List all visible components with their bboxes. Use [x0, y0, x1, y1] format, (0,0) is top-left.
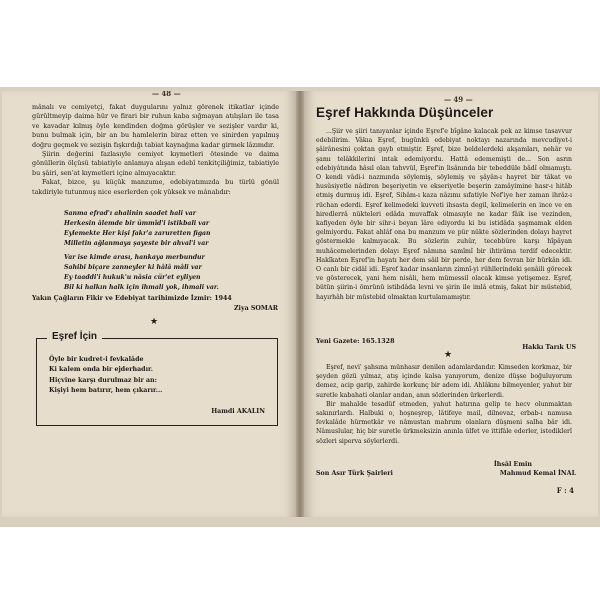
left-intro-text: [32, 103, 279, 197]
poem-line: Herkesin âlemde bir ümmîd'i istikbali var: [64, 220, 210, 227]
right-second-text: [316, 363, 572, 446]
right-main-text: [316, 127, 572, 302]
poem-line: Sahibi biçare zanneyler ki hâlâ mâli var: [64, 264, 202, 271]
left-paragraph-3: Fakat, bizce, şu küçük manzume, edebiyatımızda bu türlü gönül takdiriyle tutunmuş nice eserlerden çok yüksek ve mânalıdır:: [32, 178, 279, 196]
poem-line: Milletin ağlanmaya şayeste bir ahval'i var: [64, 240, 209, 247]
poem-line: Bil ki halkın halk için ihmali yok, ihmali var.: [64, 284, 219, 291]
right-page-number: — 49 —: [444, 95, 473, 104]
box-poem: [49, 355, 162, 397]
poem-line: Var ise kimde arası, hankaya merbundur: [64, 254, 205, 261]
left-author: Ziya SOMAR: [233, 305, 278, 312]
signature-mark: F : 4: [556, 486, 574, 495]
left-page-number: — 48 —: [152, 91, 181, 98]
right-author-2a: İhsâl Emin: [493, 461, 532, 468]
right-author-1: Hakkı Tarık US: [522, 344, 576, 351]
poem-line: Sanma efrad'ı ahalinin saadet hali var: [64, 210, 197, 217]
article-title: Eşref Hakkında Düşünceler: [316, 105, 494, 120]
box-author: Hamdi AKALIN: [211, 408, 265, 415]
left-page: [2, 91, 296, 517]
right-source-1: Yeni Gazete: 165.1328: [316, 338, 395, 345]
star-divider: ★: [444, 350, 453, 360]
left-source: Yakın Çağların Fikir ve Edebiyat tarihimizde İzmir: 1944: [32, 295, 232, 302]
left-poem: [64, 209, 219, 293]
star-divider: ★: [150, 317, 159, 327]
poem-line: Eylemekte Her kişi fakr'a zaruretten figan: [64, 230, 211, 237]
right-paragraph-3: Bir mahalde tesadüf etmeden, yahut hatırına gelip te hecv olunmaktan sakınırlardı. Halbuki o, hoşneşrep, lâtifeye mail, dilnevaz, erbab-ı namusa fevkalâde hürmetkâr ve nâmustan mahrum olanlara düşmeni salha bâr idi. Nâmuslular, hiç bir suretle ürkmeksizin anınla ülfet ve ittifâle ederler, istediklerî sözleri siperva söylerlerdi.: [316, 400, 572, 445]
left-paragraph-2: Şiirin değerini fazlasıyle cemiyet kıymetleri ötesinde ve daima gönüllerin ölçüsü tabiatiyle anlamıya alışan edebî tenkitçiliğimiz, tabiatiyle bu şâiri, sen'at kıymetleri içine almıyacaktır.: [32, 150, 279, 177]
right-paragraph-1: ...Şiir ve şiiri tanıyanlar içinde Eşref'e bîgâne kalacak pek az kimse tasavvur edebilirim. Vâkıa Eşref, bugünkü edebiyat noktayı nazarında mevcudiyet-i şâirânesini çoktan gayb etmiştir. Eşref, bize beldelerdeki akşamları, nehâr ve şamı telâkkilerini intak edemiyordu. Hattâ edememişti de... Son asrın edebiyâtında hâsıl olan tahvvül, Eşref'in lisânında bir tebeddüle bâdî olmamıştı. O kendi vâdi-i nazmında söylemiş, söylemiş ve şâyân-ı hayret bir tâkat ve husûsiyetle nâdiren beşeriyetin ve ekseriyetle beşerin zamâyimine hasr-ı hitâb etmiş durmuş idi. Eşref, Sihâm-ı kaza nâzımı sıfatiyle Nef'iye her zaman ihrâz-ı rüchan ederdi. Eşref kelimedeki kuvveti ihsasta degil, kelimelerin en ince ve en hiredlerrâ nükteleri edâda muvaffak olmasıyle ne kadar fâik ise vezinden, kafiyeden öyle bir sihr-i beyan îâre ediyordu ki bu istidâda şaşmamak elden gelmiyordu. Fakat ahlâf ona bu manzum ve pür nükte sözlerinden dolayı hayret göstermekle kalmıyacak. Bu sözlerin zuhûr, tecebbüre karşı hîpâyan muhâcemelerinden dolayı Eşref nâmına samîmî bir ihtirâma terdif edecektir. Hakîkaten Eşref'in hayatı her dem sâil bir perde, her dem fevran bir bürkân idi. O canlı bir cidâl idi. Eşref kadar insanların zimnî-yi rühllerindeki şenâili görecek ve gösterecek, yani hem nisâli, hem mümessil olacak kimse yetişemez. Eşref, bütün şiirin-i ömrünü istibdâda levni ve şirin ile imlâ etmiş, fakat bir müstebid, hayırhâh bir müstebid olmaktan kurtulamamıştır.: [316, 128, 572, 301]
left-paragraph-1: mânalı ve cemiyetçi, fakat duygularını yalnız görenek itikatlar içinde gürültmeyip daima hür ve firari bir ruhun kaba sığmayan atılışları ile tasa ve kavadar kılmış öyle kendinden doğma görüşler ve sezişler vardır ki, bunu bulmak için, bir an bu hamlelerin biraz etten ve sinirden yapılmış doğru geçmek ve sezişin fışkırdığı tabiat kaynağına kadar girmek lâzımdır.: [32, 103, 279, 149]
right-source-2: Son Asır Türk Şairleri: [316, 470, 393, 477]
right-author-2b: Mahmud Kemal İNAL: [499, 470, 576, 477]
esref-icin-box: [36, 331, 278, 426]
box-poem-line: Ki kalem onda bir ejderhadır.: [49, 366, 153, 374]
right-page: [304, 91, 598, 517]
box-title: Eşref İçin: [47, 331, 102, 342]
box-poem-line: Hiçvine karşı durulmaz bir an:: [49, 376, 157, 384]
box-poem-line: Kişiyi hem batırır, hem çıkarır...: [49, 387, 163, 395]
right-paragraph-2: Eşref, nevi' şahsına münhasır denilen adamlardandır. Kimseden korkmaz, bir şeyden gözü yılmaz, atış içinde kalsa yanıyorum, denize düşse boğuluyorum demez, acip garip, zahirde korkunç bir adem idi. Ahlâkını bilmeyenler, yahut bir suretle kabahati olanlar andan, anın sözlerinden ürkerlerdi.: [316, 364, 572, 399]
poem-line: Ey taaddi'i hukuk'u nâsia cür'et eyliyen: [64, 274, 201, 281]
box-poem-line: Öyle bir kudret-i fevkalâde: [49, 356, 144, 363]
